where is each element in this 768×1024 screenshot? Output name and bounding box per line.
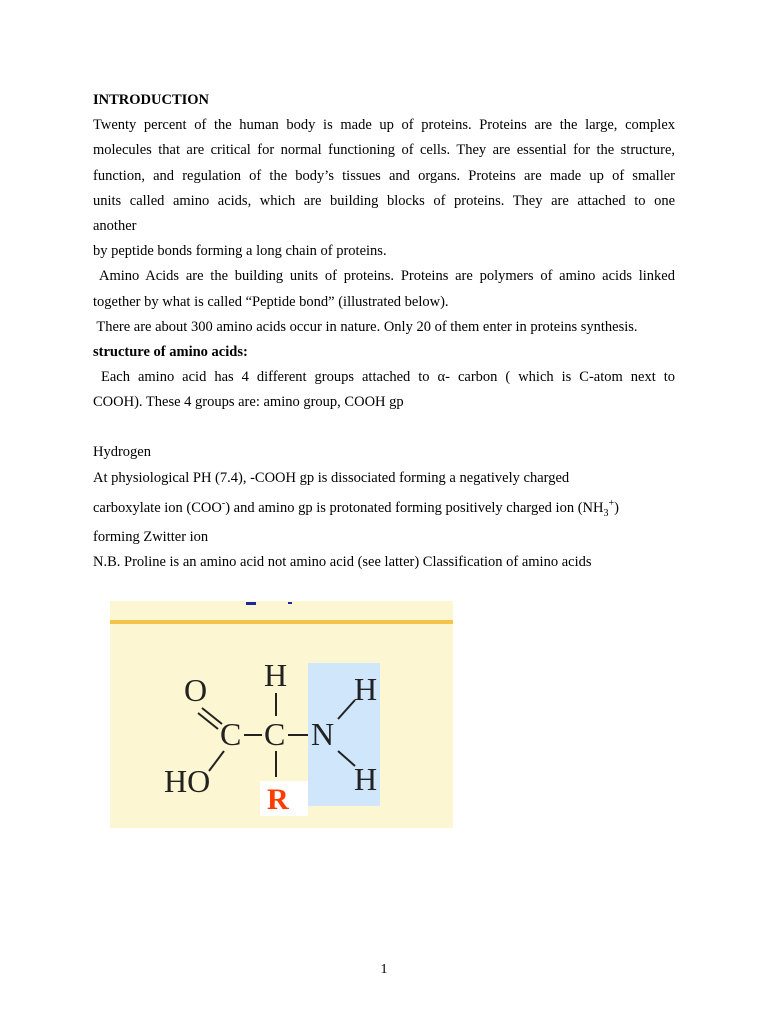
heading-introduction: INTRODUCTION [93,92,210,108]
hydrogen-label: Hydrogen [93,444,151,461]
para3: There are about 300 amino acids occur in nature. Only 20 of them enter in proteins synthesis. [93,318,638,335]
para1-line6: by peptide bonds forming a long chain of proteins. [93,243,387,260]
para6-post: ) [614,499,619,516]
page-number: 1 [380,962,388,977]
para6 [93,491,675,525]
para4-line2: COOH). These 4 groups are: amino group, COOH gp [93,394,404,411]
para6-mid: ) and amino gp is protonated forming positively charged ion (NH [225,499,604,516]
atom-c-alpha: C [264,716,286,752]
atom-o: O [184,672,208,708]
para6-sup-plus: + [608,497,615,509]
title-fragment-mark-1 [246,602,256,605]
para6-pre: carboxylate ion (COO [93,499,222,516]
amino-acid-diagram [110,601,453,828]
atom-h-amino-top: H [354,671,378,707]
r-group-label: R [267,783,289,816]
bond-c-o-double-2 [198,713,218,729]
title-fragment-mark-2 [288,602,292,604]
atom-n: N [311,716,335,752]
para1-line3: function, and regulation of the body’s tissues and organs. Proteins are made up of smaller [93,167,675,184]
para5: At physiological PH (7.4), -COOH gp is dissociated forming a negatively charged [93,469,570,486]
subheading-structure: structure of amino acids: [93,343,248,360]
para1-line5: another [93,217,137,234]
para1-line4: units called amino acids, which are building blocks of proteins. They are attached to one [93,192,675,209]
para7: forming Zwitter ion [93,528,209,545]
blank-line [93,415,675,440]
para4-line1: Each amino acid has 4 different groups attached to α- carbon ( which is C-atom next to [93,369,675,386]
atom-ho: HO [164,763,211,799]
para1-line1: Twenty percent of the human body is made up of proteins. Proteins are the large, complex [93,117,675,134]
atom-h-amino-bottom: H [354,761,378,797]
bond-c-o-double-1 [202,708,222,724]
para1-line2: molecules that are critical for normal functioning of cells. They are essential for the structure, [93,142,675,159]
bond-c-oh [209,751,224,771]
atom-c-carboxyl: C [220,716,242,752]
para2-line1: Amino Acids are the building units of proteins. Proteins are polymers of amino acids linked [93,268,675,285]
para6-sub-3: 3 [603,507,609,519]
top-rule [110,620,453,624]
para6-sup-minus: - [221,497,226,509]
atom-h-alpha: H [264,657,288,693]
amino-acid-structure-figure [110,601,453,828]
para8: N.B. Proline is an amino acid not amino acid (see latter) Classification of amino acids [93,554,592,570]
para2-line2: together by what is called “Peptide bond” (illustrated below). [93,293,449,310]
document-body [93,88,675,575]
